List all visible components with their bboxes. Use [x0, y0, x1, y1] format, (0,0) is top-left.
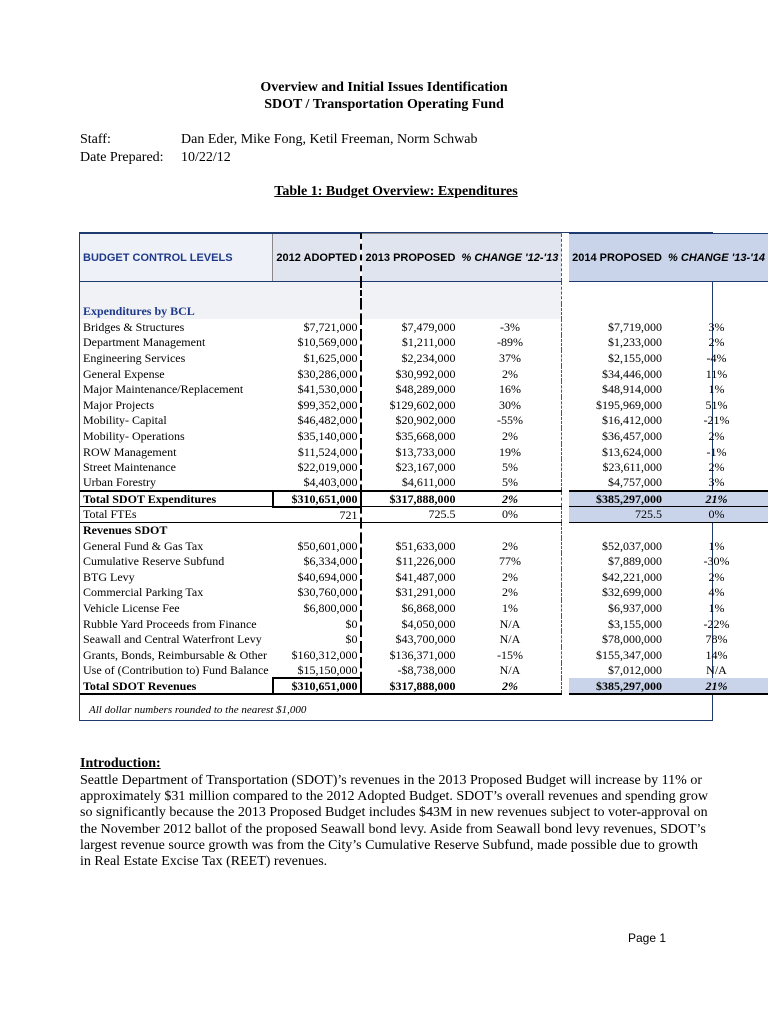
value-2012: $15,150,000	[273, 663, 362, 679]
value-2013: $4,050,000	[401, 616, 456, 631]
row-label: Urban Forestry	[83, 475, 156, 490]
value-2014: $6,937,000	[608, 600, 663, 615]
value-2014: $16,412,000	[602, 413, 663, 428]
column-gap	[562, 459, 569, 475]
table-row	[80, 600, 768, 616]
header-2014: 2014 PROPOSED	[569, 234, 665, 282]
value-2012: 721	[273, 507, 362, 523]
change-13-14: 21%	[665, 678, 768, 694]
row-label: General Fund & Gas Tax	[83, 538, 204, 553]
row-label: BTG Levy	[83, 569, 135, 584]
row-label: Vehicle License Fee	[83, 600, 180, 615]
change-13-14: 1%	[708, 382, 725, 397]
value-2013: $129,602,000	[389, 397, 456, 412]
column-gap	[562, 491, 569, 507]
column-gap	[562, 538, 569, 554]
spacer-row	[80, 282, 768, 304]
header-change-12-13: % CHANGE '12-'13	[458, 234, 561, 282]
value-2013: -$8,738,000	[397, 663, 456, 678]
row-label: Mobility- Operations	[83, 429, 185, 444]
row-label: Commercial Parking Tax	[83, 585, 204, 600]
row-label: Use of (Contribution to) Fund Balance	[83, 663, 269, 678]
intro-paragraph: Seattle Department of Transportation (SDOT)’s revenues in the 2013 Proposed Budget will increase by 11% or approximately $31 million compared to the 2012 Adopted Budget. SDOT’s overall revenues and spending grow so significantly because the 2013 Proposed Budget includes $43M in new revenues subject to voter-approval on the November 2012 ballot of the proposed Seawall bond levy. Aside from Seawall bond levy revenues, SDOT’s largest revenue source growth was from the City’s Cumulative Reserve Subfund, made possible due to growth in Real Estate Excise Tax (REET) revenues.	[80, 773, 708, 870]
value-2013: $41,487,000	[395, 569, 456, 584]
row-label: Major Projects	[83, 397, 154, 412]
change-12-13: 0%	[458, 507, 561, 523]
change-13-14: 11%	[705, 366, 728, 381]
value-2014: $385,297,000	[569, 678, 665, 694]
change-12-13: -3%	[499, 319, 520, 334]
table-row	[80, 538, 768, 554]
column-gap	[562, 413, 569, 429]
column-gap	[562, 366, 569, 382]
revenues-heading: Revenues SDOT	[83, 523, 168, 538]
column-gap	[562, 616, 569, 632]
total-expenditures-row	[80, 491, 768, 507]
value-2014: $7,012,000	[608, 663, 663, 678]
value-2012: $7,721,000	[273, 319, 362, 335]
column-gap	[562, 444, 569, 460]
change-13-14: 0%	[665, 507, 768, 523]
column-gap	[562, 428, 569, 444]
change-12-13: 5%	[501, 475, 518, 490]
row-label: Total SDOT Expenditures	[80, 491, 273, 507]
change-13-14: 4%	[708, 585, 725, 600]
change-12-13: -89%	[496, 335, 523, 350]
intro-heading: Introduction:	[80, 756, 161, 771]
value-2012: $11,524,000	[273, 444, 362, 460]
change-12-13: 77%	[498, 554, 521, 569]
header-2013: 2013 PROPOSED	[361, 234, 458, 282]
change-13-14: N/A	[706, 663, 727, 678]
value-2014: $155,347,000	[596, 647, 663, 662]
row-label: General Expense	[83, 366, 165, 381]
change-13-14: 2%	[708, 460, 725, 475]
expenditures-heading: Expenditures by BCL	[80, 304, 273, 320]
change-13-14: 1%	[708, 600, 725, 615]
change-12-13: 2%	[501, 585, 518, 600]
value-2012: $310,651,000	[273, 491, 362, 507]
row-label: Seawall and Central Waterfront Levy	[83, 632, 262, 647]
date-line	[80, 150, 231, 166]
table-row	[80, 444, 768, 460]
value-2013: $20,902,000	[395, 413, 456, 428]
header-bcl: BUDGET CONTROL LEVELS	[80, 234, 273, 282]
row-label: Total SDOT Revenues	[80, 678, 273, 694]
column-gap	[562, 397, 569, 413]
value-2013: $31,291,000	[395, 585, 456, 600]
value-2012: $30,286,000	[273, 366, 362, 382]
staff-label: Staff:	[80, 132, 111, 147]
date-value: 10/22/12	[181, 150, 231, 165]
value-2014: $36,457,000	[602, 429, 663, 444]
column-gap	[562, 350, 569, 366]
value-2014: $195,969,000	[596, 397, 663, 412]
column-gap	[562, 507, 569, 523]
value-2013: $23,167,000	[395, 460, 456, 475]
value-2013: $13,733,000	[395, 444, 456, 459]
value-2013: $317,888,000	[361, 678, 458, 694]
table-row	[80, 616, 768, 632]
row-label: Major Maintenance/Replacement	[83, 382, 244, 397]
column-gap	[562, 569, 569, 585]
value-2012: $310,651,000	[273, 678, 362, 694]
value-2014: $48,914,000	[602, 382, 663, 397]
column-gap	[562, 475, 569, 491]
value-2012: $22,019,000	[273, 459, 362, 475]
row-label: Engineering Services	[83, 351, 186, 366]
table-row	[80, 663, 768, 679]
table-row	[80, 647, 768, 663]
value-2012: $4,403,000	[273, 475, 362, 491]
value-2012: $50,601,000	[273, 538, 362, 554]
change-13-14: -1%	[706, 444, 727, 459]
column-gap	[562, 600, 569, 616]
change-12-13: 2%	[501, 569, 518, 584]
value-2013: $136,371,000	[389, 647, 456, 662]
value-2013: 725.5	[361, 507, 458, 523]
value-2014: $7,719,000	[608, 319, 663, 334]
change-12-13: 37%	[498, 351, 521, 366]
change-12-13: 16%	[498, 382, 521, 397]
column-gap	[562, 335, 569, 351]
table-row	[80, 459, 768, 475]
value-2014: $4,757,000	[608, 475, 663, 490]
value-2013: $1,211,000	[401, 335, 456, 350]
value-2014: $13,624,000	[602, 444, 663, 459]
change-12-13: N/A	[499, 632, 521, 647]
value-2012: $6,800,000	[273, 600, 362, 616]
table-row	[80, 381, 768, 397]
row-label: Cumulative Reserve Subfund	[83, 554, 225, 569]
table-row	[80, 585, 768, 601]
column-gap	[562, 647, 569, 663]
row-label: Grants, Bonds, Reimbursable & Other	[83, 647, 267, 662]
column-gap	[562, 678, 569, 694]
value-2014: $42,221,000	[602, 569, 663, 584]
header-change-13-14: % CHANGE '13-'14	[665, 234, 768, 282]
change-13-14: 2%	[708, 335, 725, 350]
value-2012: $30,760,000	[273, 585, 362, 601]
table-row	[80, 569, 768, 585]
row-label: Street Maintenance	[83, 460, 176, 475]
change-12-13: 2%	[501, 538, 518, 553]
change-12-13: 19%	[498, 444, 521, 459]
column-gap	[562, 585, 569, 601]
column-gap	[562, 319, 569, 335]
staff-value: Dan Eder, Mike Fong, Ketil Freeman, Norm Schwab	[181, 132, 478, 147]
row-label: Department Management	[83, 335, 206, 350]
change-13-14: -30%	[703, 554, 730, 569]
value-2014: 725.5	[569, 507, 665, 523]
value-2014: $23,611,000	[602, 460, 663, 475]
value-2012: $99,352,000	[273, 397, 362, 413]
row-label: Total FTEs	[80, 507, 273, 523]
value-2014: $52,037,000	[602, 538, 663, 553]
column-gap	[562, 663, 569, 679]
table-row	[80, 475, 768, 491]
change-13-14: 21%	[665, 491, 768, 507]
row-label: Mobility- Capital	[83, 413, 167, 428]
table-row	[80, 428, 768, 444]
value-2013: $317,888,000	[361, 491, 458, 507]
value-2013: $11,226,000	[395, 554, 456, 569]
table-caption: Table 1: Budget Overview: Expenditures	[274, 184, 518, 199]
change-13-14: -22%	[703, 616, 730, 631]
value-2014: $2,155,000	[608, 351, 663, 366]
row-label: Rubble Yard Proceeds from Finance	[83, 616, 257, 631]
table-header-row	[80, 234, 768, 282]
value-2013: $43,700,000	[395, 632, 456, 647]
page-number: Page 1	[628, 931, 667, 945]
document-subtitle: SDOT / Transportation Operating Fund	[264, 97, 504, 112]
change-12-13: -15%	[496, 647, 523, 662]
table-row	[80, 553, 768, 569]
change-13-14: 2%	[708, 429, 725, 444]
change-12-13: 2%	[458, 678, 561, 694]
change-13-14: -4%	[706, 351, 727, 366]
budget-table	[80, 233, 768, 695]
column-gap	[562, 381, 569, 397]
value-2012: $46,482,000	[273, 413, 362, 429]
value-2012: $0	[273, 631, 362, 647]
change-13-14: 3%	[708, 319, 725, 334]
value-2012: $160,312,000	[273, 647, 362, 663]
value-2012: $6,334,000	[273, 553, 362, 569]
value-2013: $35,668,000	[395, 429, 456, 444]
change-13-14: 14%	[705, 647, 728, 662]
change-12-13: 2%	[501, 429, 518, 444]
value-2013: $4,611,000	[401, 475, 456, 490]
date-label: Date Prepared:	[80, 150, 164, 165]
change-13-14: 2%	[708, 569, 725, 584]
section-row-revenues	[80, 522, 768, 538]
change-12-13: 30%	[498, 397, 521, 412]
value-2014: $3,155,000	[608, 616, 663, 631]
change-12-13: 5%	[501, 460, 518, 475]
value-2012: $0	[273, 616, 362, 632]
header-2012: 2012 ADOPTED	[273, 234, 362, 282]
table-row	[80, 319, 768, 335]
column-gap	[562, 234, 569, 282]
change-12-13: 1%	[501, 600, 518, 615]
value-2013: $2,234,000	[401, 351, 456, 366]
total-revenues-row	[80, 678, 768, 694]
table-footnote: All dollar numbers rounded to the nearest $1,000	[89, 704, 307, 716]
table-row	[80, 366, 768, 382]
value-2012: $41,530,000	[273, 381, 362, 397]
row-label: ROW Management	[83, 444, 177, 459]
change-12-13: N/A	[499, 663, 521, 678]
column-gap	[562, 553, 569, 569]
table-row	[80, 397, 768, 413]
column-gap	[562, 631, 569, 647]
document-title: Overview and Initial Issues Identification	[260, 80, 508, 95]
value-2012: $10,569,000	[273, 335, 362, 351]
change-13-14: 1%	[708, 538, 725, 553]
value-2014: $34,446,000	[602, 366, 663, 381]
value-2013: $6,868,000	[401, 600, 456, 615]
change-13-14: 3%	[708, 475, 725, 490]
value-2012: $35,140,000	[273, 428, 362, 444]
change-13-14: 51%	[705, 397, 728, 412]
value-2013: $51,633,000	[395, 538, 456, 553]
staff-line	[80, 132, 478, 148]
table-row	[80, 335, 768, 351]
table-row	[80, 413, 768, 429]
value-2013: $7,479,000	[401, 319, 456, 334]
value-2013: $30,992,000	[395, 366, 456, 381]
value-2014: $78,000,000	[602, 632, 663, 647]
total-ftes-row	[80, 507, 768, 523]
section-row-expenditures	[80, 304, 768, 320]
value-2012: $1,625,000	[273, 350, 362, 366]
value-2014: $385,297,000	[569, 491, 665, 507]
change-13-14: 78%	[705, 632, 728, 647]
value-2014: $1,233,000	[608, 335, 663, 350]
change-12-13: 2%	[458, 491, 561, 507]
table-row	[80, 350, 768, 366]
change-12-13: -55%	[496, 413, 523, 428]
change-12-13: 2%	[501, 366, 518, 381]
value-2012: $40,694,000	[273, 569, 362, 585]
change-13-14: -21%	[703, 413, 730, 428]
table-row	[80, 631, 768, 647]
row-label: Bridges & Structures	[83, 319, 185, 334]
change-12-13: N/A	[499, 616, 521, 631]
value-2013: $48,289,000	[395, 382, 456, 397]
value-2014: $7,889,000	[608, 554, 663, 569]
value-2014: $32,699,000	[602, 585, 663, 600]
